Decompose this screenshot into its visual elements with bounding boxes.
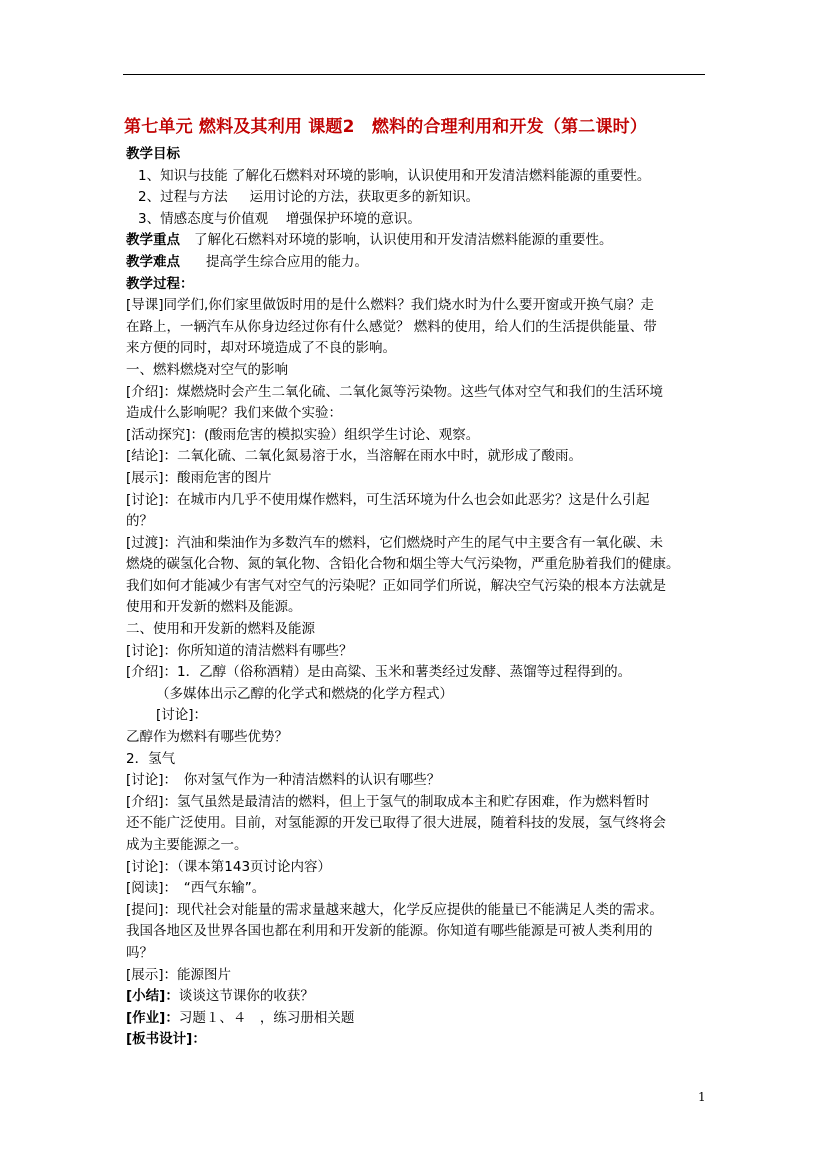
- objectives-heading: 教学目标: [126, 146, 180, 162]
- text-line: [导课]同学们,你们家里做饭时用的是什么燃料？我们烧水时为什么要开窗或开换气扇？走: [126, 297, 654, 314]
- board-design-label: [板书设计]：: [126, 1031, 206, 1048]
- homework-row: [126, 1008, 706, 1030]
- text-line: [过渡]：汽油和柴油作为多数汽车的燃料，它们燃烧时产生的尾气中主要含有一氧化碳、未: [126, 534, 664, 551]
- summary-row: [126, 986, 706, 1008]
- section-heading: 一、燃料燃烧对空气的影响: [126, 361, 288, 378]
- text-line: 使用和开发新的燃料及能源。: [126, 599, 302, 616]
- process-heading: 教学过程：: [126, 275, 194, 292]
- text-line: [讨论]：在城市内几乎不使用煤作燃料，可生活环境为什么也会如此恶劣？这是什么引起: [126, 491, 650, 508]
- homework-text: 习题１、４ ，练习册相关题: [178, 1009, 355, 1026]
- text-line: 还不能广泛使用。目前，对氢能源的开发已取得了很大进展，随着科技的发展，氢气终将会: [126, 815, 666, 832]
- document-body: [126, 144, 706, 1051]
- text-line: 造成什么影响呢？我们来做个实验：: [126, 405, 342, 422]
- text-line: 吗？: [126, 944, 153, 961]
- text-line: 在路上，一辆汽车从你身边经过你有什么感觉？ 燃料的使用，给人们的生活提供能量、带: [126, 318, 657, 335]
- section-heading: 二、使用和开发新的燃料及能源: [126, 621, 315, 638]
- text-line: 我国各地区及世界各国也都在利用和开发新的能源。你知道有哪些能源是可被人类利用的: [126, 923, 653, 940]
- text-line: 来方便的同时，却对环境造成了不良的影响。: [126, 340, 396, 357]
- key-point-text: 了解化石燃料对环境的影响，认识使用和开发清洁燃料能源的重要性。: [194, 232, 613, 249]
- text-line: [结论]：二氧化硫、二氧化氮易溶于水，当溶解在雨水中时，就形成了酸雨。: [126, 448, 583, 465]
- text-line: 乙醇作为燃料有哪些优势？: [126, 729, 288, 746]
- text-line: （多媒体出示乙醇的化学式和燃烧的化学方程式）: [156, 685, 453, 702]
- text-line: [讨论]： 你对氢气作为一种清洁燃料的认识有哪些？: [126, 772, 441, 789]
- text-line: [介绍]：氢气虽然是最清洁的燃料，但上于氢气的制取成本主和贮存困难，作为燃料暂时: [126, 793, 650, 810]
- key-point-label: 教学重点: [126, 232, 180, 249]
- text-line: 我们如何才能减少有害气对空气的污染呢？正如同学们所说，解决空气污染的根本方法就是: [126, 577, 666, 594]
- homework-label: [作业]：: [126, 1009, 179, 1026]
- text-line: [展示]：酸雨危害的图片: [126, 469, 272, 486]
- text-line: [讨论]：你所知道的清洁燃料有哪些？: [126, 642, 353, 659]
- text-line: 的？: [126, 513, 153, 530]
- difficulty-label: 教学难点: [126, 253, 180, 270]
- summary-text: 谈谈这节课你的收获？: [178, 988, 314, 1005]
- page-title: 第七单元 燃料及其利用 课题2 燃料的合理利用和开发（第二课时）: [124, 117, 648, 137]
- objective-item: 2、过程与方法 运用讨论的方法，获取更多的新知识。: [138, 189, 480, 206]
- difficulty-row: [126, 252, 706, 274]
- text-line: 成为主要能源之一。: [126, 837, 248, 853]
- header-rule: [123, 74, 705, 75]
- text-line: [讨论]：（课本第143页讨论内容）: [126, 858, 332, 875]
- text-line: 燃烧的碳氢化合物、氮的氧化物、含铅化合物和烟尘等大气污染物，严重危胁着我们的健康。: [126, 556, 680, 573]
- text-line: [提问]：现代社会对能量的需求量越来越大，化学反应提供的能量已不能满足人类的需求。: [126, 901, 664, 918]
- text-line: 2．氢气: [126, 750, 176, 767]
- objective-item: 1、知识与技能 了解化石燃料对环境的影响，认识使用和开发清洁燃料能源的重要性。: [138, 167, 651, 184]
- objective-item: 3、情感态度与价值观 增强保护环境的意识。: [138, 210, 421, 227]
- difficulty-text: 提高学生综合应用的能力。: [206, 253, 368, 270]
- text-line: [阅读]： “西气东输”。: [126, 880, 266, 897]
- summary-label: [小结]：: [126, 988, 179, 1005]
- page-number: 1: [698, 1090, 706, 1104]
- text-line: [讨论]：: [156, 707, 208, 724]
- text-line: [活动探究]：(酸雨危害的模拟实验）组织学生讨论、观察。: [126, 426, 480, 443]
- key-point-row: [126, 230, 706, 252]
- text-line: [介绍]：1．乙醇（俗称酒精）是由高粱、玉米和薯类经过发酵、蒸馏等过程得到的。: [126, 664, 632, 681]
- text-line: [介绍]：煤燃烧时会产生二氧化硫、二氧化氮等污染物。这些气体对空气和我们的生活环境: [126, 383, 664, 400]
- text-line: [展示]：能源图片: [126, 966, 232, 983]
